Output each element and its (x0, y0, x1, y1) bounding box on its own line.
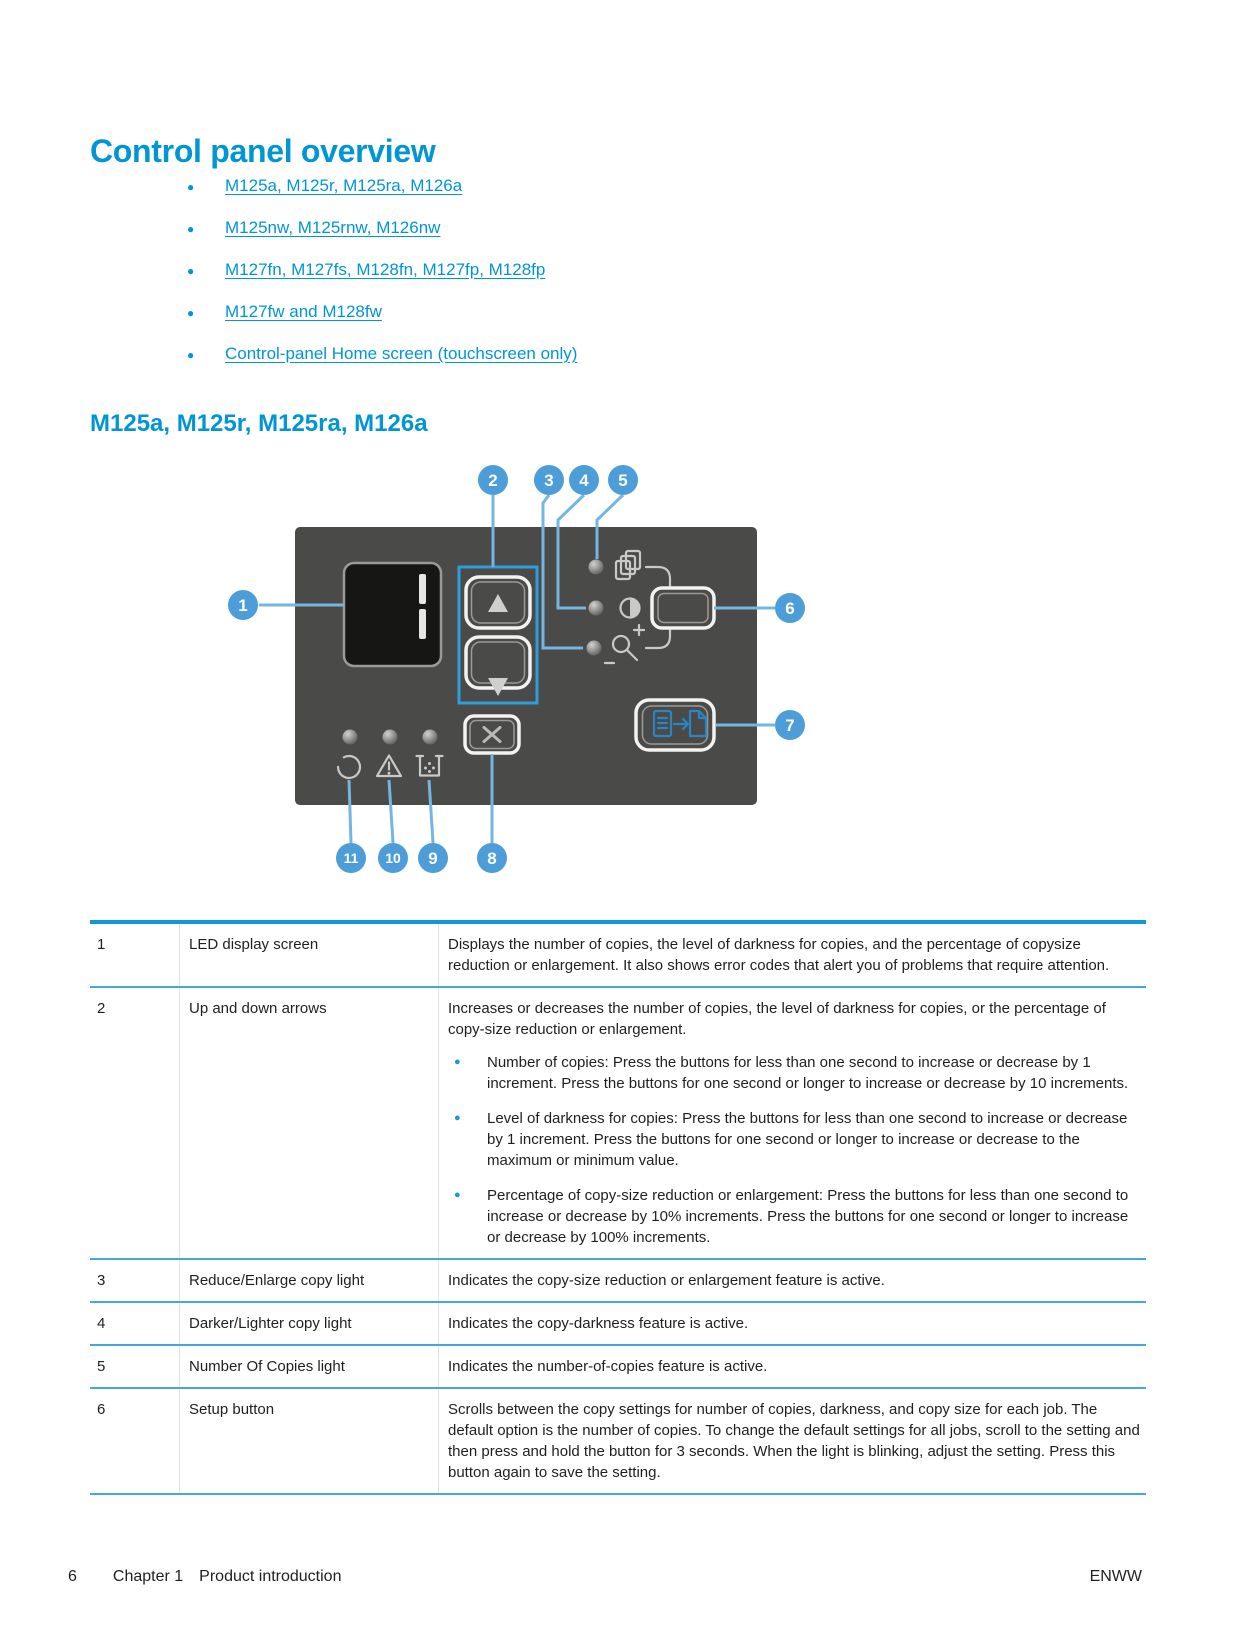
callout-1 (228, 590, 258, 620)
toner-light (423, 730, 438, 745)
table-cell-name: Setup button (179, 1389, 438, 1493)
svg-text:4: 4 (579, 471, 589, 490)
svg-text:9: 9 (428, 849, 438, 868)
table-row (90, 986, 1146, 1258)
copy-button (636, 700, 714, 750)
table-cell-number: 2 (97, 1000, 106, 1017)
toc-link[interactable]: M127fn, M127fs, M128fn, M127fp, M128fp (225, 260, 546, 279)
table-cell-number: 1 (97, 936, 106, 953)
cancel-button (465, 716, 519, 753)
svg-text:8: 8 (487, 849, 497, 868)
table-cell-number: 4 (97, 1315, 106, 1332)
reduce-enlarge-light (587, 641, 602, 656)
description-bullet: ● Level of darkness for copies: Press the buttons for less than one second to increase or decrease by 1 increment. Press the buttons for one second or longer to increase or decrease to the maximum or minimum value. (448, 1108, 1140, 1171)
bullet-icon: ● (187, 180, 195, 194)
callout-11 (336, 843, 366, 873)
led-display-screen (344, 563, 441, 666)
number-of-copies-light (589, 560, 604, 575)
table-cell-description (438, 1346, 1146, 1387)
table-cell-name: Number Of Copies light (179, 1346, 438, 1387)
darker-lighter-light (589, 601, 604, 616)
description-paragraph: Indicates the number-of-copies feature is active. (448, 1358, 768, 1375)
table-cell-number: 6 (97, 1401, 106, 1418)
description-paragraph: Increases or decreases the number of copies, the level of darkness for copies, or the percentage of copy-size reduction or enlargement. (448, 1000, 1106, 1038)
toc-item (187, 260, 577, 281)
table-row (90, 1344, 1146, 1387)
toc-link-list (187, 176, 577, 386)
svg-text:3: 3 (544, 471, 554, 490)
callout-3 (534, 465, 564, 495)
table-row (90, 1258, 1146, 1301)
toc-link[interactable]: M127fw and M128fw (225, 302, 382, 321)
table-row (90, 1301, 1146, 1344)
callout-9 (418, 843, 448, 873)
callout-8 (477, 843, 507, 873)
description-paragraph: Scrolls between the copy settings for number of copies, darkness, and copy size for each job. The default option is the number of copies. To change the default settings for all jobs, scroll to the setting and then press and hold the button for 3 seconds. When the light is blinking, adjust the setting. Press this button again to save the setting. (448, 1401, 1140, 1481)
callout-6 (775, 593, 805, 623)
setup-button (652, 588, 714, 628)
svg-text:7: 7 (785, 716, 795, 735)
toc-link[interactable]: M125a, M125r, M125ra, M126a (225, 176, 463, 195)
page-footer (68, 1568, 1142, 1586)
control-panel-diagram (0, 440, 1239, 900)
bullet-icon: ● (187, 348, 195, 362)
table-cell-description (438, 1389, 1146, 1493)
up-arrow-button (466, 577, 530, 628)
description-paragraph: Displays the number of copies, the level of darkness for copies, and the percentage of copysize reduction or enlargement. It also shows error codes that alert you of problems that require attention. (448, 936, 1110, 974)
attention-light (383, 730, 398, 745)
toc-link[interactable]: M125nw, M125rnw, M126nw (225, 218, 441, 237)
footer-page-number: 6 (68, 1568, 77, 1585)
description-bullet: ● Number of copies: Press the buttons for less than one second to increase or decrease by 1 increment. Press the buttons for one second or longer to increase or decrease by 10 increments. (448, 1052, 1140, 1094)
bullet-icon: ● (187, 222, 195, 236)
ready-light (343, 730, 358, 745)
table-row (90, 924, 1146, 986)
description-paragraph: Indicates the copy-darkness feature is active. (448, 1315, 749, 1332)
table-cell-number: 5 (97, 1358, 106, 1375)
callout-5 (608, 465, 638, 495)
footer-chapter-label: Chapter 1 (112, 1568, 184, 1585)
footer-chapter-title: Product introduction (199, 1568, 342, 1585)
description-bullet: ● Percentage of copy-size reduction or enlargement: Press the buttons for less than one second to increase or decrease by 10% increments. Press the buttons for one second or longer to increase or decrease by 100% increments. (448, 1185, 1140, 1248)
table-cell-description (438, 924, 1146, 986)
callout-2 (478, 465, 508, 495)
table-row (90, 1387, 1146, 1493)
callout-4 (569, 465, 599, 495)
table-cell-name: LED display screen (179, 924, 438, 986)
page-title: Control panel overview (90, 133, 436, 170)
footer-edition: ENWW (1089, 1568, 1142, 1585)
toc-item (187, 218, 577, 239)
description-bullet-list (448, 1052, 1140, 1248)
table-cell-name: Reduce/Enlarge copy light (179, 1260, 438, 1301)
table-cell-description (438, 1260, 1146, 1301)
svg-text:6: 6 (785, 599, 795, 618)
svg-text:11: 11 (343, 850, 359, 866)
toc-item (187, 176, 577, 197)
section-heading: M125a, M125r, M125ra, M126a (90, 409, 428, 437)
bullet-icon: ● (187, 264, 195, 278)
description-paragraph: Indicates the copy-size reduction or enlargement feature is active. (448, 1272, 885, 1289)
control-panel-table (90, 920, 1146, 1495)
toc-item (187, 302, 577, 323)
table-cell-name: Up and down arrows (179, 988, 438, 1258)
table-cell-name: Darker/Lighter copy light (179, 1303, 438, 1344)
callout-7 (775, 710, 805, 740)
toc-item (187, 344, 577, 365)
table-cell-description (438, 988, 1146, 1258)
callout-10 (378, 843, 408, 873)
svg-text:1: 1 (238, 596, 248, 615)
bullet-icon: ● (187, 306, 195, 320)
table-cell-number: 3 (97, 1272, 106, 1289)
svg-text:2: 2 (488, 471, 498, 490)
toc-link[interactable]: Control-panel Home screen (touchscreen only) (225, 344, 578, 363)
down-arrow-button (466, 637, 530, 696)
svg-text:5: 5 (618, 471, 628, 490)
svg-text:10: 10 (385, 850, 401, 866)
table-cell-description (438, 1303, 1146, 1344)
